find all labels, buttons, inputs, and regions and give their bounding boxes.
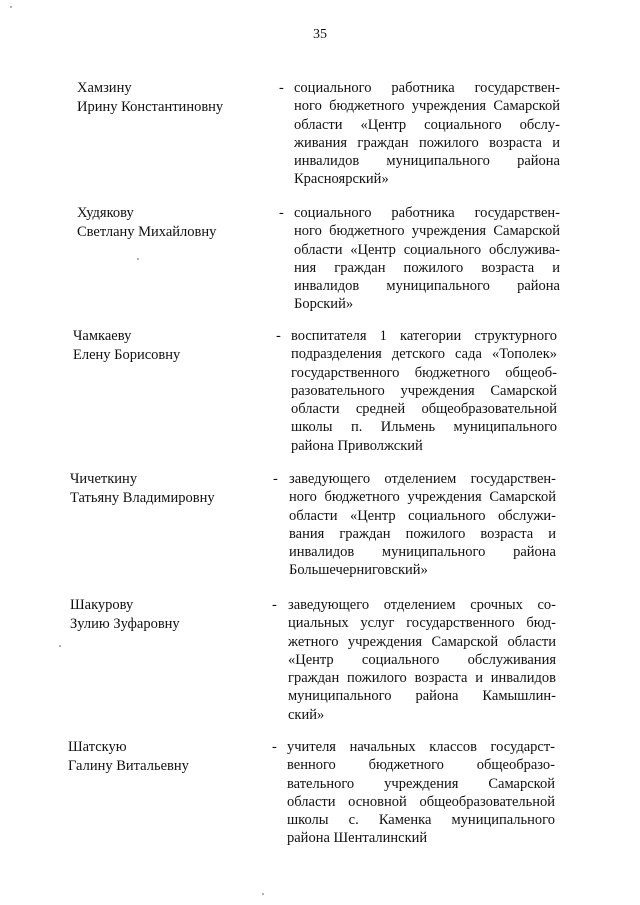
- position-description: [289, 470, 556, 580]
- given-names: Галину Витальевну: [68, 758, 189, 774]
- description-line: инвалидов муниципального района: [294, 153, 560, 170]
- description-line: социального работника государствен-: [294, 205, 560, 221]
- description-line: области основной общеобразовательной: [287, 793, 555, 810]
- surname: Чамкаеву: [73, 328, 132, 344]
- position-description: [291, 327, 557, 455]
- description-line: района Приволжский: [291, 437, 423, 454]
- position-description: [288, 596, 556, 724]
- description-line: области «Центр социального обслужи-: [289, 507, 556, 524]
- surname: Шакурову: [70, 597, 134, 613]
- description-line: района Шенталинский: [287, 830, 428, 847]
- scan-speck: [262, 893, 264, 895]
- given-names: Ирину Константиновну: [77, 99, 224, 115]
- description-line: венного бюджетного общеобразо-: [287, 757, 555, 774]
- description-line: «Центр социального обслуживания: [288, 651, 556, 668]
- description-line: государственного бюджетного общеоб-: [291, 364, 557, 381]
- person-name: [70, 470, 215, 508]
- description-line: учителя начальных классов государст-: [287, 739, 555, 755]
- scan-speck: [10, 6, 12, 8]
- person-name: [77, 204, 216, 242]
- description-line: области средней общеобразовательной: [291, 401, 557, 418]
- person-name: [70, 596, 180, 634]
- position-description: [294, 204, 560, 314]
- given-names: Татьяну Владимировну: [70, 490, 215, 506]
- description-line: школы п. Ильмень муниципального: [291, 419, 557, 436]
- page-number: 35: [313, 27, 327, 42]
- surname: Шатскую: [68, 739, 127, 755]
- description-line: циальных услуг государственного бюд-: [288, 615, 556, 632]
- description-line: ния граждан пожилого возраста и: [294, 259, 560, 276]
- description-line: муниципального района Камышлин-: [288, 688, 556, 705]
- dash-separator: -: [272, 739, 277, 755]
- description-line: воспитателя 1 категории структурного: [291, 328, 557, 344]
- description-line: ский»: [288, 706, 325, 723]
- description-line: вания граждан пожилого возраста и: [289, 525, 556, 542]
- description-line: инвалидов муниципального района: [294, 278, 560, 295]
- description-line: граждан пожилого возраста и инвалидов: [288, 670, 556, 687]
- scan-speck: [59, 645, 61, 647]
- description-line: Красноярский»: [294, 171, 389, 188]
- scan-speck: [137, 258, 139, 260]
- given-names: Светлану Михайловну: [77, 224, 217, 240]
- description-line: социального работника государствен-: [294, 80, 560, 96]
- description-line: Борский»: [294, 296, 354, 313]
- description-line: области «Центр социального обслу-: [294, 116, 560, 133]
- description-line: инвалидов муниципального района: [289, 544, 556, 561]
- person-name: [73, 327, 180, 365]
- position-description: [294, 79, 560, 189]
- dash-separator: -: [276, 328, 281, 344]
- description-line: разовательного учреждения Самарской: [291, 382, 557, 399]
- description-line: вательного учреждения Самарской: [287, 775, 555, 792]
- description-line: школы с. Каменка муниципального: [287, 812, 555, 829]
- description-line: ного бюджетного учреждения Самарской: [294, 223, 560, 240]
- description-line: подразделения детского сада «Тополек»: [291, 346, 557, 363]
- surname: Хамзину: [77, 80, 132, 96]
- dash-separator: -: [272, 597, 277, 613]
- given-names: Зулию Зуфаровну: [70, 616, 180, 632]
- dash-separator: -: [279, 205, 284, 221]
- person-name: [68, 738, 189, 776]
- position-description: [287, 738, 555, 848]
- description-line: жетного учреждения Самарской области: [288, 633, 556, 650]
- surname: Худякову: [77, 205, 134, 221]
- dash-separator: -: [273, 471, 278, 487]
- description-line: заведующего отделением срочных со-: [288, 597, 556, 613]
- description-line: заведующего отделением государствен-: [289, 471, 556, 487]
- dash-separator: -: [279, 80, 284, 96]
- surname: Чичеткину: [70, 471, 138, 487]
- given-names: Елену Борисовну: [73, 347, 181, 363]
- description-line: Большечерниговский»: [289, 562, 428, 579]
- description-line: области «Центр социального обслужива-: [294, 241, 560, 258]
- person-name: [77, 79, 223, 117]
- description-line: ного бюджетного учреждения Самарской: [294, 98, 560, 115]
- description-line: живания граждан пожилого возраста и: [294, 134, 560, 151]
- description-line: ного бюджетного учреждения Самарской: [289, 489, 556, 506]
